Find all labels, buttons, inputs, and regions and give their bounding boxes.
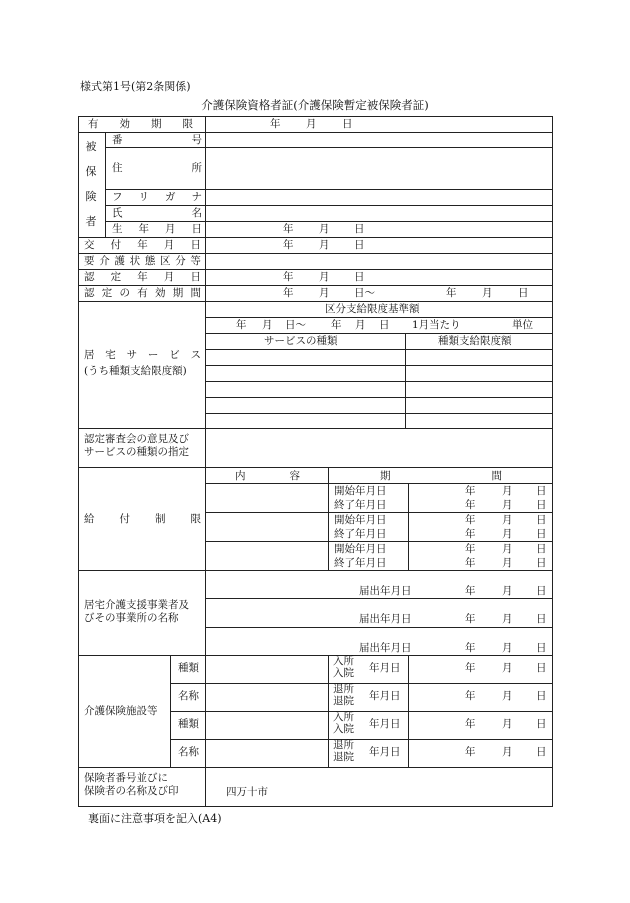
fa-d1: 日 xyxy=(536,662,547,674)
home-service-label: 居 宅 サ ー ビ ス xyxy=(84,349,201,361)
cs-m1: 月 xyxy=(502,585,513,597)
validity-day: 日 xyxy=(342,118,353,130)
fa-m1: 月 xyxy=(502,662,513,674)
birth-year: 年 xyxy=(283,223,294,235)
form-border xyxy=(79,117,553,807)
facility-name-label-2: 名称 xyxy=(178,746,199,758)
limit-from-day: 日〜 xyxy=(285,319,306,331)
cs-m3: 月 xyxy=(502,642,513,654)
end-label-1: 終了年月日 xyxy=(334,499,387,511)
form-title: 介護保険資格者証(介護保険暫定被保険者証) xyxy=(201,98,429,112)
fa-y3: 年 xyxy=(465,718,476,730)
care-support-label: 居宅介護支援事業者及 びその事業所の名称 xyxy=(84,599,189,624)
notification-label-1: 届出年月日 xyxy=(359,585,412,597)
insured-furigana-label: フ リ ガ ナ xyxy=(112,191,202,203)
start-label-2: 開始年月日 xyxy=(334,514,387,526)
validity-year: 年 xyxy=(270,118,281,130)
cert-month: 月 xyxy=(319,271,330,283)
end-label-2: 終了年月日 xyxy=(334,528,387,540)
fa-d3: 日 xyxy=(536,718,547,730)
issue-month: 月 xyxy=(319,239,330,251)
fa-m4: 月 xyxy=(502,746,513,758)
insurer-name: 四万十市 xyxy=(226,786,268,798)
br-y2b: 年 xyxy=(465,528,476,540)
period-to-month: 月 xyxy=(482,287,493,299)
validity-month: 月 xyxy=(306,118,317,130)
limit-to-day: 日 xyxy=(379,319,390,331)
birth-day: 日 xyxy=(354,223,365,235)
br-y2a: 年 xyxy=(465,514,476,526)
facility-ymd-1: 年月日 xyxy=(369,662,401,674)
limit-from-year: 年 xyxy=(236,319,247,331)
benefit-restriction-label: 給 付 制 限 xyxy=(84,513,201,525)
validity-label: 有 効 期 限 xyxy=(88,118,193,130)
cs-y3: 年 xyxy=(465,642,476,654)
start-label-3: 開始年月日 xyxy=(334,543,387,555)
period-header: 期 間 xyxy=(380,470,502,482)
br-d2b: 日 xyxy=(536,528,547,540)
br-y1b: 年 xyxy=(465,499,476,511)
period-from-year: 年 xyxy=(283,287,294,299)
facility-name-label-1: 名称 xyxy=(178,690,199,702)
notification-label-2: 届出年月日 xyxy=(359,613,412,625)
insured-group-label: 被 保 険 者 xyxy=(85,140,97,229)
cs-y2: 年 xyxy=(465,613,476,625)
br-m3b: 月 xyxy=(502,557,513,569)
br-d3a: 日 xyxy=(536,543,547,555)
br-y1a: 年 xyxy=(465,485,476,497)
footer-note: 裏面に注意事項を記入(A4) xyxy=(88,812,222,825)
insured-name-label: 氏 名 xyxy=(112,207,202,219)
fa-d2: 日 xyxy=(536,690,547,702)
content-header: 内 容 xyxy=(235,470,300,482)
fa-y4: 年 xyxy=(465,746,476,758)
insurer-label: 保険者番号並びに 保険者の名称及び印 xyxy=(84,772,179,797)
br-m2b: 月 xyxy=(502,528,513,540)
per-month-label: 1月当たり xyxy=(412,319,461,331)
end-label-3: 終了年月日 xyxy=(334,557,387,569)
period-to-year: 年 xyxy=(446,287,457,299)
admission-label-2: 入所 入院 xyxy=(333,711,354,735)
home-service-sublabel: (うち種類支給限度額) xyxy=(84,365,187,377)
fa-y2: 年 xyxy=(465,690,476,702)
insured-number-label: 番 号 xyxy=(112,134,202,146)
discharge-label-2: 退所 退院 xyxy=(333,739,354,763)
cert-year: 年 xyxy=(283,271,294,283)
br-m2a: 月 xyxy=(502,514,513,526)
admission-label-1: 入所 入院 xyxy=(333,655,354,679)
br-y3a: 年 xyxy=(465,543,476,555)
insured-birth-label: 生 年 月 日 xyxy=(112,223,202,235)
limit-to-year: 年 xyxy=(331,319,342,331)
certification-period-label: 認 定 の 有 効 期 間 xyxy=(84,287,201,299)
cert-day: 日 xyxy=(354,271,365,283)
facility-label: 介護保険施設等 xyxy=(84,705,158,717)
br-d3b: 日 xyxy=(536,557,547,569)
period-from-day: 日〜 xyxy=(354,287,375,299)
fa-m3: 月 xyxy=(502,718,513,730)
notification-label-3: 届出年月日 xyxy=(359,642,412,654)
fa-d4: 日 xyxy=(536,746,547,758)
form-number: 様式第1号(第2条関係) xyxy=(80,80,191,93)
limit-from-month: 月 xyxy=(262,319,273,331)
committee-label: 認定審査会の意見及び サービスの種類の指定 xyxy=(84,433,189,458)
insured-address-label: 住 所 xyxy=(112,162,202,174)
start-label-1: 開始年月日 xyxy=(334,485,387,497)
cs-d3: 日 xyxy=(536,642,547,654)
limit-header: 区分支給限度基準額 xyxy=(325,303,420,315)
birth-month: 月 xyxy=(319,223,330,235)
fa-m2: 月 xyxy=(502,690,513,702)
facility-type-label-1: 種類 xyxy=(178,662,199,674)
cs-d2: 日 xyxy=(536,613,547,625)
cs-y1: 年 xyxy=(465,585,476,597)
facility-ymd-3: 年月日 xyxy=(369,718,401,730)
care-level-label: 要 介 護 状 態 区 分 等 xyxy=(84,255,201,267)
br-m1b: 月 xyxy=(502,499,513,511)
fa-y1: 年 xyxy=(465,662,476,674)
period-from-month: 月 xyxy=(319,287,330,299)
unit-label: 単位 xyxy=(512,319,533,331)
br-d2a: 日 xyxy=(536,514,547,526)
facility-type-label-2: 種類 xyxy=(178,718,199,730)
period-to-day: 日 xyxy=(518,287,529,299)
service-type-header: サービスの種類 xyxy=(264,335,338,347)
discharge-label-1: 退所 退院 xyxy=(333,683,354,707)
issue-date-label: 交 付 年 月 日 xyxy=(84,239,201,251)
br-d1b: 日 xyxy=(536,499,547,511)
br-m1a: 月 xyxy=(502,485,513,497)
facility-ymd-4: 年月日 xyxy=(369,746,401,758)
type-limit-header: 種類支給限度額 xyxy=(438,335,512,347)
facility-ymd-2: 年月日 xyxy=(369,690,401,702)
br-m3a: 月 xyxy=(502,543,513,555)
cs-m2: 月 xyxy=(502,613,513,625)
issue-day: 日 xyxy=(354,239,365,251)
issue-year: 年 xyxy=(283,239,294,251)
br-y3b: 年 xyxy=(465,557,476,569)
certification-date-label: 認 定 年 月 日 xyxy=(84,271,201,283)
br-d1a: 日 xyxy=(536,485,547,497)
cs-d1: 日 xyxy=(536,585,547,597)
limit-to-month: 月 xyxy=(355,319,366,331)
